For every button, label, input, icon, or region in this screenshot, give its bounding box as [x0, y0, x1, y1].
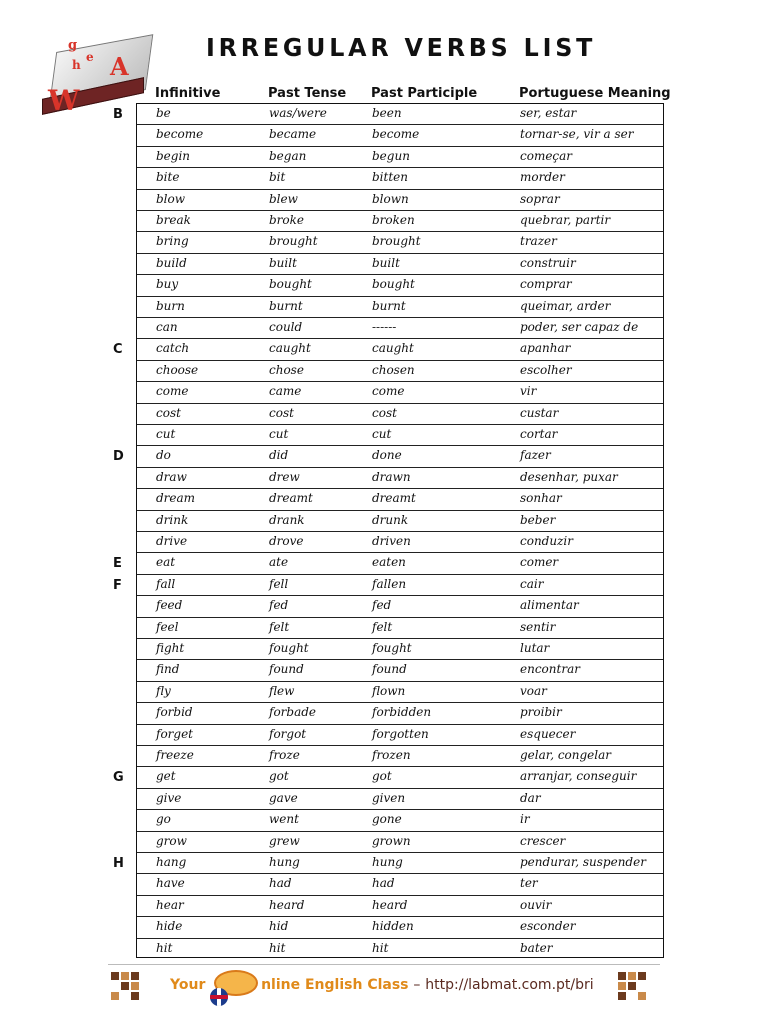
cell-past-tense: forbade: [269, 705, 317, 720]
table-row: [137, 853, 663, 874]
cell-portuguese-meaning: lutar: [520, 641, 550, 655]
page-title: IRREGULAR VERBS LIST: [206, 33, 597, 62]
cell-portuguese-meaning: pendurar, suspender: [520, 855, 646, 869]
cell-past-participle: brought: [372, 234, 421, 249]
cell-past-tense: blew: [269, 191, 298, 206]
cell-infinitive: hide: [156, 919, 183, 934]
cell-past-participle: begun: [372, 148, 410, 163]
cell-infinitive: buy: [156, 277, 179, 292]
cell-portuguese-meaning: construir: [520, 255, 576, 270]
cell-past-participle: ------: [372, 320, 397, 334]
table-row: [137, 874, 663, 895]
table-row: [137, 168, 663, 189]
cell-infinitive: hit: [156, 940, 173, 955]
table-row: [137, 767, 663, 788]
table-row: [137, 275, 663, 296]
cell-past-tense: found: [269, 662, 304, 677]
cell-past-tense: could: [269, 320, 303, 334]
footer-your: Your: [170, 977, 206, 993]
cell-portuguese-meaning: bater: [520, 940, 553, 955]
cell-portuguese-meaning: proibir: [520, 705, 562, 720]
cell-portuguese-meaning: custar: [520, 405, 559, 420]
logo-letter-e: e: [86, 50, 94, 64]
cell-portuguese-meaning: comprar: [520, 277, 572, 292]
cell-past-participle: felt: [372, 619, 393, 634]
cell-past-tense: had: [269, 876, 292, 891]
footer-url[interactable]: http://labmat.com.pt/bri: [425, 977, 594, 993]
logo-letter-h: h: [72, 58, 81, 72]
table-row: [137, 339, 663, 360]
cell-infinitive: forbid: [156, 705, 193, 720]
cell-past-participle: driven: [372, 534, 411, 548]
section-letter: H: [113, 856, 124, 871]
cell-infinitive: become: [156, 127, 204, 142]
cell-infinitive: blow: [156, 191, 186, 206]
cell-portuguese-meaning: ouvir: [520, 897, 552, 912]
cell-past-participle: fallen: [372, 576, 407, 591]
cell-portuguese-meaning: dar: [520, 790, 541, 805]
cell-infinitive: drink: [156, 512, 189, 527]
cell-past-participle: had: [372, 876, 395, 891]
cell-past-participle: found: [372, 662, 407, 677]
cell-past-participle: built: [372, 255, 400, 270]
cell-past-participle: drunk: [372, 512, 409, 527]
table-row: [137, 618, 663, 639]
cell-infinitive: be: [156, 106, 171, 120]
cell-infinitive: feed: [156, 598, 183, 613]
table-row: [137, 917, 663, 938]
cell-infinitive: fall: [156, 576, 176, 591]
cell-portuguese-meaning: soprar: [520, 191, 560, 206]
logo-letter-w: W: [48, 84, 80, 117]
table-row: [137, 190, 663, 211]
cell-infinitive: grow: [156, 833, 187, 848]
cell-past-tense: became: [269, 127, 317, 142]
cell-past-participle: drawn: [372, 469, 411, 484]
cell-portuguese-meaning: sentir: [520, 619, 556, 634]
section-letter: C: [113, 342, 123, 358]
cell-portuguese-meaning: ir: [520, 812, 530, 827]
cell-past-tense: broke: [269, 213, 305, 227]
cell-portuguese-meaning: esquecer: [520, 726, 576, 741]
cell-portuguese-meaning: escolher: [520, 362, 572, 377]
cell-portuguese-meaning: ter: [520, 876, 538, 891]
table-row: [137, 896, 663, 917]
cell-past-participle: burnt: [372, 298, 406, 313]
section-letter: F: [113, 577, 122, 593]
cell-infinitive: cost: [156, 405, 181, 420]
table-row: [137, 596, 663, 617]
cell-past-participle: done: [372, 448, 402, 463]
cell-past-tense: began: [269, 148, 307, 163]
cell-past-participle: come: [372, 384, 405, 399]
cell-past-tense: brought: [269, 234, 318, 249]
cell-portuguese-meaning: esconder: [520, 919, 576, 934]
cell-infinitive: choose: [156, 362, 199, 377]
cell-portuguese-meaning: morder: [520, 170, 565, 185]
cell-infinitive: draw: [156, 469, 187, 484]
cell-infinitive: build: [156, 255, 187, 270]
header-infinitive: Infinitive: [155, 86, 221, 101]
cell-past-participle: forbidden: [372, 705, 432, 720]
cell-infinitive: fly: [156, 683, 171, 698]
cell-portuguese-meaning: beber: [520, 512, 556, 527]
cell-past-tense: got: [269, 769, 289, 784]
cell-past-tense: froze: [269, 748, 300, 762]
cell-past-tense: did: [269, 448, 289, 463]
cell-infinitive: go: [156, 812, 171, 827]
header-past-participle: Past Participle: [371, 86, 478, 101]
table-row: [137, 682, 663, 703]
table-row: [137, 575, 663, 596]
cell-past-tense: bit: [269, 170, 286, 185]
table-row: [137, 789, 663, 810]
cell-portuguese-meaning: fazer: [520, 448, 551, 463]
table-row: [137, 939, 663, 960]
cell-portuguese-meaning: gelar, congelar: [520, 748, 612, 762]
cell-past-tense: caught: [269, 341, 311, 356]
table-row: [137, 361, 663, 382]
cell-past-participle: heard: [372, 897, 408, 912]
section-letter: G: [113, 770, 124, 786]
cell-infinitive: bring: [156, 234, 189, 249]
table-row: [137, 489, 663, 510]
table-row: [137, 211, 663, 232]
cell-past-participle: broken: [372, 213, 415, 227]
cell-past-participle: cut: [372, 427, 392, 441]
cell-infinitive: get: [156, 769, 176, 784]
verbs-table: [136, 103, 664, 958]
footer-text: [170, 977, 594, 993]
table-row: [137, 660, 663, 681]
cell-past-tense: heard: [269, 897, 305, 912]
cell-portuguese-meaning: apanhar: [520, 341, 571, 356]
cell-past-tense: fought: [269, 641, 309, 655]
cell-past-participle: got: [372, 769, 392, 784]
cell-past-tense: was/were: [269, 106, 327, 120]
cell-portuguese-meaning: tornar-se, vir a ser: [520, 127, 634, 142]
cell-portuguese-meaning: ser, estar: [520, 106, 577, 120]
cell-past-participle: hung: [372, 855, 403, 869]
cell-infinitive: find: [156, 662, 180, 677]
table-row: [137, 232, 663, 253]
cell-infinitive: fight: [156, 641, 185, 655]
table-row: [137, 511, 663, 532]
cell-past-tense: hung: [269, 855, 300, 869]
cell-past-participle: frozen: [372, 748, 411, 762]
cell-past-tense: drew: [269, 469, 300, 484]
cell-portuguese-meaning: comer: [520, 555, 559, 570]
cell-portuguese-meaning: encontrar: [520, 662, 580, 677]
table-row: [137, 468, 663, 489]
cell-past-participle: become: [372, 127, 420, 142]
table-row: [137, 446, 663, 467]
cell-past-tense: hid: [269, 919, 289, 934]
table-row: [137, 639, 663, 660]
table-row: [137, 832, 663, 853]
cell-infinitive: feel: [156, 619, 179, 634]
cell-portuguese-meaning: conduzir: [520, 534, 573, 548]
cell-portuguese-meaning: crescer: [520, 833, 566, 848]
cell-infinitive: break: [156, 213, 191, 227]
cell-past-tense: dreamt: [269, 491, 313, 506]
cell-infinitive: eat: [156, 555, 176, 570]
cell-infinitive: catch: [156, 341, 190, 356]
cell-past-tense: felt: [269, 619, 290, 634]
table-row: [137, 404, 663, 425]
logo-letter-a: A: [110, 52, 129, 81]
cell-past-participle: been: [372, 106, 402, 120]
cell-infinitive: hear: [156, 897, 184, 912]
table-row: [137, 297, 663, 318]
cell-portuguese-meaning: sonhar: [520, 491, 562, 506]
table-row: [137, 254, 663, 275]
cell-past-participle: eaten: [372, 555, 406, 570]
cell-past-tense: flew: [269, 683, 295, 698]
cell-portuguese-meaning: arranjar, conseguir: [520, 769, 637, 784]
cell-past-participle: forgotten: [372, 726, 429, 741]
cell-past-tense: came: [269, 384, 302, 399]
cell-past-participle: bitten: [372, 170, 408, 185]
header-portuguese-meaning: Portuguese Meaning: [519, 86, 671, 101]
cell-past-tense: cut: [269, 427, 289, 441]
cell-past-tense: gave: [269, 790, 298, 805]
cell-past-tense: drove: [269, 534, 304, 548]
table-row: [137, 125, 663, 146]
cell-portuguese-meaning: vir: [520, 384, 537, 399]
table-row: [137, 553, 663, 574]
cell-infinitive: bite: [156, 170, 180, 185]
cell-past-tense: bought: [269, 277, 312, 292]
cell-portuguese-meaning: voar: [520, 683, 547, 698]
cell-past-tense: went: [269, 812, 299, 827]
logo-letter-g: g: [68, 38, 78, 53]
cell-portuguese-meaning: queimar, arder: [520, 298, 611, 313]
cell-infinitive: can: [156, 320, 178, 334]
cell-past-participle: caught: [372, 341, 414, 356]
cell-past-tense: fed: [269, 598, 289, 613]
cell-past-tense: fell: [269, 576, 289, 591]
cell-portuguese-meaning: cortar: [520, 427, 558, 441]
table-row: [137, 703, 663, 724]
cell-portuguese-meaning: trazer: [520, 234, 557, 249]
cell-past-tense: forgot: [269, 726, 307, 741]
table-row: [137, 425, 663, 446]
cell-past-participle: chosen: [372, 362, 415, 377]
cell-portuguese-meaning: poder, ser capaz de: [520, 320, 639, 334]
cell-past-tense: chose: [269, 362, 304, 377]
cell-past-participle: grown: [372, 833, 411, 848]
cell-past-tense: grew: [269, 833, 300, 848]
footer-separator: –: [413, 977, 421, 993]
footer-class: nline English Class: [261, 977, 409, 993]
cell-infinitive: dream: [156, 491, 196, 506]
cell-portuguese-meaning: cair: [520, 576, 544, 591]
cell-infinitive: begin: [156, 148, 191, 163]
cell-past-tense: cost: [269, 405, 294, 420]
cell-past-participle: fed: [372, 598, 392, 613]
cell-past-participle: hit: [372, 940, 389, 955]
cell-past-participle: dreamt: [372, 491, 416, 506]
table-row: [137, 104, 663, 125]
table-row: [137, 725, 663, 746]
cell-portuguese-meaning: começar: [520, 148, 573, 163]
cell-past-participle: bought: [372, 277, 415, 292]
table-row: [137, 810, 663, 831]
cell-past-participle: gone: [372, 812, 402, 827]
section-letter: D: [113, 449, 124, 465]
cell-past-participle: hidden: [372, 919, 414, 934]
cell-past-tense: built: [269, 255, 297, 270]
cell-portuguese-meaning: alimentar: [520, 598, 579, 613]
cell-infinitive: give: [156, 790, 182, 805]
header-past-tense: Past Tense: [268, 86, 347, 101]
cell-infinitive: have: [156, 876, 185, 891]
table-row: [137, 318, 663, 339]
cell-portuguese-meaning: desenhar, puxar: [520, 469, 618, 484]
cell-past-participle: blown: [372, 191, 409, 206]
cell-past-participle: given: [372, 790, 406, 805]
section-letter: B: [113, 107, 123, 122]
table-row: [137, 532, 663, 553]
cell-portuguese-meaning: quebrar, partir: [520, 213, 611, 227]
cell-past-participle: flown: [372, 683, 406, 698]
cell-infinitive: forget: [156, 726, 194, 741]
cell-infinitive: drive: [156, 534, 188, 548]
cell-past-tense: hit: [269, 940, 286, 955]
cell-past-participle: cost: [372, 405, 397, 420]
cell-infinitive: burn: [156, 298, 185, 313]
cell-past-tense: ate: [269, 555, 289, 570]
cell-past-tense: drank: [269, 512, 305, 527]
section-letter: E: [113, 556, 122, 572]
cell-infinitive: cut: [156, 427, 176, 441]
cell-infinitive: freeze: [156, 748, 194, 762]
cell-past-participle: fought: [372, 641, 412, 655]
site-logo: [22, 36, 152, 118]
table-row: [137, 382, 663, 403]
cell-past-tense: burnt: [269, 298, 303, 313]
table-row: [137, 147, 663, 168]
cell-infinitive: come: [156, 384, 189, 399]
table-row: [137, 746, 663, 767]
cell-infinitive: do: [156, 448, 171, 463]
cell-infinitive: hang: [156, 855, 187, 869]
footer-divider: [108, 964, 660, 965]
